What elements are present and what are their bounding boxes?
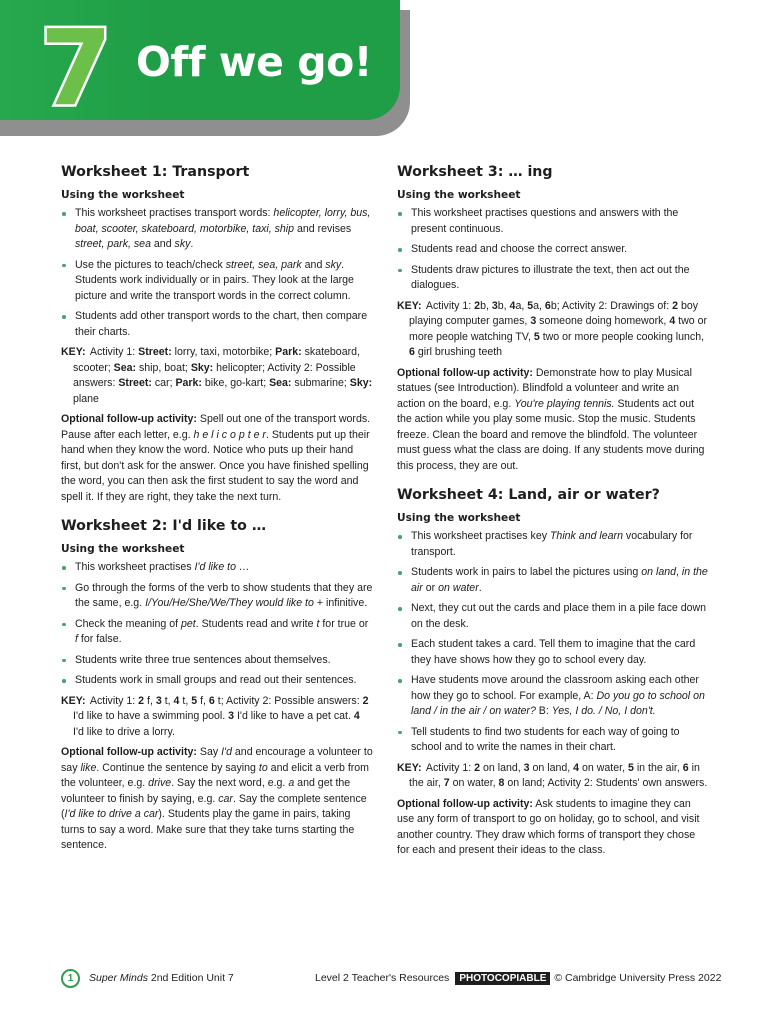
worksheet-4-list (397, 529, 709, 756)
list-item: Students add other transport words to the chart, then compare their charts. (61, 309, 373, 340)
unit-title: Off we go! (136, 38, 372, 86)
list-item: Students draw pictures to illustrate the text, then act out the dialogues. (397, 263, 709, 294)
list-item: Use the pictures to teach/check street, sea, park and sky. Students work individually or in pairs. They look at the large picture and write the transport words in the correct column. (61, 258, 373, 305)
worksheet-3-section (397, 162, 709, 474)
worksheet-1-followup: Optional follow-up activity: Spell out one of the transport words. Pause after each letter, e.g. h e l i c o p t e r. Students put up their hand when they know the word. Notice who puts up their hand first, but don't ask for the answer. Once you have finished spelling the word, you can then ask the first student to say the word and spell it. If they are right, they take the next turn. (61, 413, 371, 503)
worksheet-2-subheading: Using the worksheet (61, 543, 185, 555)
worksheet-2-key: KEY: Activity 1: 2 f, 3 t, 4 t, 5 f, 6 t; Activity 2: Possible answers: 2 I'd like to have a swimming pool. 3 I'd like to have a pet cat. 4 I'd like to drive a lorry. (61, 694, 369, 738)
list-item: This worksheet practises transport words: helicopter, lorry, bus, boat, scooter, skateboard, motorbike, taxi, ship and revises street, park, sea and sky. (61, 206, 373, 253)
worksheet-4-key: KEY: Activity 1: 2 on land, 3 on land, 4 on water, 5 in the air, 6 in the air, 7 on water, 8 on land; Activity 2: Students' own answers. (397, 761, 708, 789)
footer-book-title: Super Minds 2nd Edition Unit 7 (89, 972, 234, 984)
list-item: Next, they cut out the cards and place them in a pile face down on the desk. (397, 601, 709, 632)
list-item: This worksheet practises questions and answers with the present continuous. (397, 206, 709, 237)
worksheet-3-list (397, 206, 709, 294)
worksheet-1-subheading: Using the worksheet (61, 189, 185, 201)
worksheet-4-followup: Optional follow-up activity: Ask students to imagine they can use any form of transport to go on holiday, go to school, and visit another country. They draw which forms of transport they chose for each and present their ideas to the class. (397, 797, 700, 856)
footer-copyright: © Cambridge University Press 2022 (554, 972, 722, 984)
worksheet-4-title: Worksheet 4: Land, air or water? (397, 487, 660, 503)
worksheet-2-followup: Optional follow-up activity: Say I'd and encourage a volunteer to say like. Continue the sentence by saying to and elicit a verb from the volunteer, e.g. drive. Say the next word, e.g. a and get the volunteer to finish by saying, e.g. car. Say the complete sentence (I'd like to drive a car). Students play the game in pairs, taking turns to say a word. Make sure that they take turns starting the sentence. (61, 746, 373, 851)
list-item: Tell students to find two students for each way of going to school and to write the names in their chart. (397, 725, 709, 756)
worksheet-2-section (61, 516, 373, 854)
page-number: 1 (61, 969, 80, 988)
unit-number-badge (36, 12, 116, 122)
worksheet-1-title: Worksheet 1: Transport (61, 164, 250, 180)
worksheet-3-key: KEY: Activity 1: 2b, 3b, 4a, 5a, 6b; Activity 2: Drawings of: 2 boy playing computer games, 3 someone doing homework, 4 two or more people watching TV, 5 two or more people cooking lunch, 6 girl brushing teeth (397, 299, 708, 358)
photocopiable-badge: PHOTOCOPIABLE (455, 972, 550, 985)
worksheet-1-key: KEY: Activity 1: Street: lorry, taxi, motorbike; Park: skateboard, scooter; Sea: ship, boat; Sky: helicopter; Activity 2: Possible answers: Street: car; Park: bike, go-kart; Sea: submarine; Sky: plane (61, 346, 373, 405)
footer-credits (315, 972, 721, 984)
list-item: Students write three true sentences about themselves. (61, 653, 373, 669)
list-item: Each student takes a card. Tell them to imagine that the card they have shows how they go to school every day. (397, 637, 709, 668)
worksheet-4-subheading: Using the worksheet (397, 512, 521, 524)
list-item: Students read and choose the correct answer. (397, 242, 709, 258)
worksheet-3-title: Worksheet 3: … ing (397, 164, 553, 180)
unit-number: 7 (39, 12, 113, 122)
list-item: Have students move around the classroom asking each other how they go to school. For example, A: Do you go to school on land / in the air / on water? B: Yes, I do. / No, I don't. (397, 673, 709, 720)
page-footer (61, 968, 722, 992)
worksheet-2-list (61, 560, 373, 689)
list-item: Go through the forms of the verb to show students that they are the same, e.g. I/You/He/She/We/They would like to + infinitive. (61, 581, 373, 612)
right-column (397, 162, 709, 870)
footer-resources: Level 2 Teacher's Resources (315, 972, 450, 984)
worksheet-2-title: Worksheet 2: I'd like to … (61, 518, 267, 534)
list-item: Check the meaning of pet. Students read and write t for true or f for false. (61, 617, 373, 648)
worksheet-4-section (397, 485, 709, 859)
list-item: This worksheet practises key Think and learn vocabulary for transport. (397, 529, 709, 560)
list-item: Students work in small groups and read out their sentences. (61, 673, 373, 689)
list-item: Students work in pairs to label the pictures using on land, in the air or on water. (397, 565, 709, 596)
worksheet-3-followup: Optional follow-up activity: Demonstrate how to play Musical statues (see Introduction). Blindfold a volunteer and write an action on the board, e.g. You're playing tennis. Students act out the action while you play some music. Stop the music. Students freeze. Clean the board and remove the blindfold. The volunteer must guess what the class are doing. If any students move during this process, they are out. (397, 366, 705, 472)
worksheet-1-section (61, 162, 373, 505)
list-item: This worksheet practises I'd like to … (61, 560, 373, 576)
left-column (61, 162, 373, 865)
worksheet-3-subheading: Using the worksheet (397, 189, 521, 201)
worksheet-1-list (61, 206, 373, 340)
